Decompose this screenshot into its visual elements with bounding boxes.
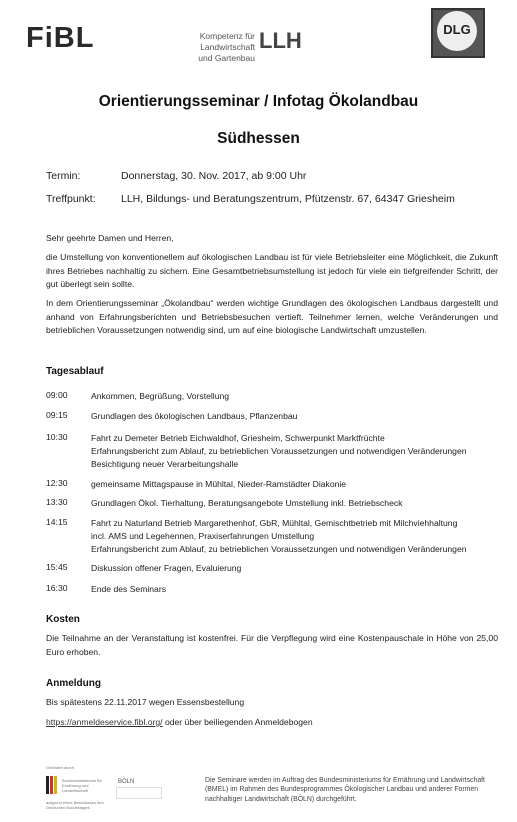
llh-tagline-line-2: und Gartenbau <box>198 53 255 63</box>
agenda-activity-line: Fahrt zu Naturland Betrieb Margarethenhof, GbR, Mühltal, Gemischtbetrieb mit Milchviehhaltung <box>91 518 458 528</box>
agenda-activity <box>91 478 511 491</box>
intro-paragraph: die Umstellung von konventionellem auf ökologischen Landbau ist für viele Betriebsleiter eine Möglichkeit, die Zukunft ihres Betriebes nachhaltig zu sichern. Eine Gesamtbetriebsumstellung ist jedoch für viele ein tiefgreifender Schritt, der gut überlegt sein sollte. <box>46 252 498 290</box>
agenda-activity-line: Erfahrungsbericht zum Ablauf, zu betrieblichen Voraussetzungen und notwendigen Veränderungen <box>91 544 467 555</box>
agenda-heading: Tagesablauf <box>46 366 104 377</box>
anmeldung-link[interactable]: https://anmeldeservice.fibl.org/ <box>46 717 163 727</box>
agenda-activity-line: Ankommen, Begrüßung, Vorstellung <box>91 391 230 401</box>
agenda-activity-line: Fahrt zu Demeter Betrieb Eichwaldhof, Griesheim, Schwerpunkt Marktfrüchte <box>91 433 385 443</box>
agenda-time: 13:30 <box>46 497 68 507</box>
agenda-time: 16:30 <box>46 583 68 593</box>
agenda-activity-line: Grundlagen des ökologischen Landbaus, Pflanzenbau <box>91 411 298 421</box>
anmeldung-heading: Anmeldung <box>46 678 101 689</box>
boeln-logo: BÖLN <box>118 779 135 785</box>
llh-tagline <box>165 31 255 64</box>
page-title: Orientierungsseminar / Infotag Ökolandbau <box>98 93 419 110</box>
agenda-time: 12:30 <box>46 478 68 488</box>
anmeldung-line <box>46 716 498 730</box>
agenda-time: 09:00 <box>46 390 68 400</box>
llh-tagline-line-1: Kompetenz für Landwirtschaft <box>199 31 255 52</box>
agenda-activity <box>91 410 511 423</box>
agenda-activity-line: Besichtigung neuer Verarbeitungshalle <box>91 459 239 470</box>
agenda-activity <box>91 562 511 575</box>
llh-logo: LLH <box>259 28 302 53</box>
agenda-activity <box>91 583 511 596</box>
agenda-activity <box>91 432 511 472</box>
agenda-activity-line: incl. AMS und Legehennen, Praxiserfahrungen Umstellung <box>91 531 315 542</box>
gefoerdert-label: Gefördert durch <box>46 765 75 770</box>
termin-value: Donnerstag, 30. Nov. 2017, ab 9:00 Uhr <box>121 170 307 182</box>
salutation: Sehr geehrte Damen und Herren, <box>46 233 174 243</box>
treffpunkt-value: LLH, Bildungs- und Beratungszentrum, Pfützenstr. 67, 64347 Griesheim <box>121 193 455 205</box>
agenda-activity <box>91 517 511 557</box>
agenda-activity-line: gemeinsame Mittagspause in Mühltal, Nieder-Ramstädter Diakonie <box>91 479 347 489</box>
agenda-activity-line: Grundlagen Ökol. Tierhaltung, Beratungsangebote Umstellung inkl. Betriebscheck <box>91 498 403 508</box>
seminar-paragraph: In dem Orientierungsseminar „Ökolandbau“ werden wichtige Grundlagen des ökologischen Landbaus dargestellt und anhand von Erfahrungsberichten und Betriebsbesuchen vertieft. Teilnehmer lernen, welche Veränderungen und betrieblichen Voraussetzungen notwendig sind, um auf eine biologische Landwirtschaft umzustellen. <box>46 298 498 336</box>
anmeldung-deadline: Bis spätestens 22.11.2017 wegen Essensbestellung <box>46 697 245 707</box>
footer-note: Die Seminare werden im Auftrag des Bundesministeriums für Ernährung und Landwirtschaft (BMEL) im Rahmen des Bundesprogrammes Ökologischer Landbau und anderer Formen nachhaltiger Landwirtschaft (BÖLN) durchgeführt. <box>205 777 485 803</box>
kosten-text: Die Teilnahme an der Veranstaltung ist kostenfrei. Für die Verpflegung wird eine Kostenpauschale in Höhe von 25,00 Euro erhoben. <box>46 633 498 657</box>
page-subtitle: Südhessen <box>217 130 300 147</box>
agenda-activity-line: Diskussion offener Fragen, Evaluierung <box>91 563 242 573</box>
agenda-time: 09:15 <box>46 410 68 420</box>
anmeldung-link-suffix: oder über beiliegenden Anmeldebogen <box>162 717 313 727</box>
fibl-logo: FiBL <box>26 22 95 54</box>
agenda-activity-line: Erfahrungsbericht zum Ablauf, zu betrieblichen Voraussetzungen und notwendigen Veränderungen <box>91 446 467 457</box>
kosten-heading: Kosten <box>46 614 80 625</box>
agenda-time: 15:45 <box>46 562 68 572</box>
bundestag-note: aufgrund eines Beschlusses des Deutschen Bundestages <box>46 800 104 810</box>
termin-label: Termin: <box>46 170 81 182</box>
agenda-activity <box>91 390 511 403</box>
eagle-emblem-icon <box>46 776 60 794</box>
ministry-label: Bundesministerium für Ernährung und Landwirtschaft <box>62 778 102 793</box>
agenda-time: 14:15 <box>46 517 68 527</box>
dlg-logo: DLG <box>443 22 471 37</box>
agenda-activity <box>91 497 511 510</box>
agenda-time: 10:30 <box>46 432 68 442</box>
boeln-logo-box <box>116 787 162 799</box>
treffpunkt-label: Treffpunkt: <box>46 193 96 205</box>
agenda-activity-line: Ende des Seminars <box>91 584 166 594</box>
